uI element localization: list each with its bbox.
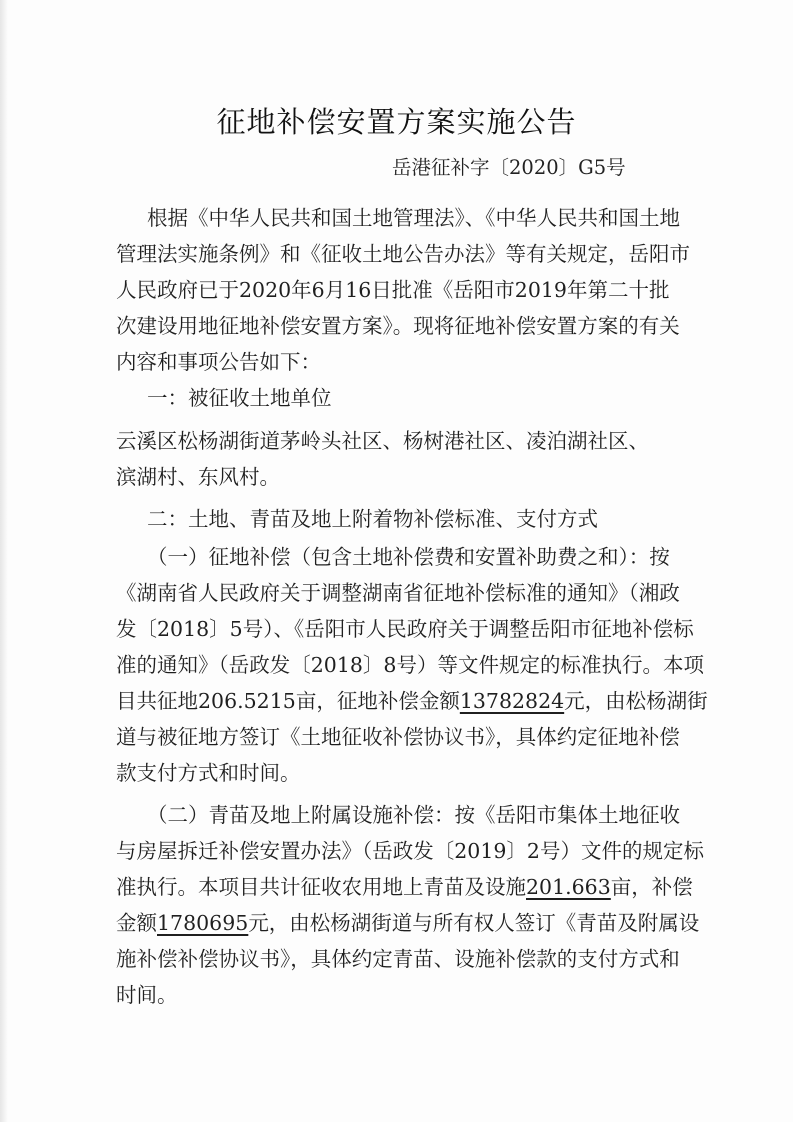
para2-line-2: 与房屋拆迁补偿安置办法》（岳政发〔2019〕2号）文件的规定标 [116,839,704,863]
section2-heading: 二：土地、青苗及地上附着物补偿标准、支付方式 [147,507,598,531]
intro-line-2: 管理法实施条例》和《征收土地公告办法》等有关规定，岳阳市 [116,242,690,266]
para1-line-5 [116,684,708,714]
intro-line-5: 内容和事项公告如下： [116,350,321,374]
section1-line-2: 滨湖村、东风村。 [116,465,280,489]
crop-compensation-amount: 1780695 [157,911,249,935]
para2-line-4 [116,906,699,936]
document-title: 征地补偿安置方案实施公告 [216,105,577,139]
intro-line-3: 人民政府已于2020年6月16日批准《岳阳市2019年第二十批 [116,278,670,302]
para2-line-1: （二）青苗及地上附属设施补偿：按《岳阳市集体土地征收 [147,803,680,827]
para2-line-6: 时间。 [116,983,178,1007]
para2-line-4-tail: 元，由松杨湖街道与所有权人签订《青苗及附属设 [248,911,700,935]
para2-line-4-text: 金额 [116,911,157,935]
para2-line-5: 施补偿补偿协议书》，具体约定青苗、设施补偿款的支付方式和 [116,947,680,971]
intro-line-4: 次建设用地征地补偿安置方案》。现将征地补偿安置方案的有关 [116,314,680,338]
para1-line-4: 准的通知》（岳政发〔2018〕8号）等文件规定的标准执行。本项 [116,653,704,677]
para1-line-2: 《湖南省人民政府关于调整湖南省征地补偿标准的通知》（湘政 [116,581,680,605]
scan-edge-shadow [0,0,8,1122]
para1-line-7: 款支付方式和时间。 [116,761,301,785]
para1-line-5-tail: 元，由松杨湖街 [564,689,708,713]
compensation-amount: 13782824 [459,689,565,713]
para2-line-3-tail: 亩，补偿 [610,875,693,899]
section1-heading: 一：被征收土地单位 [147,386,332,410]
para1-line-6: 道与被征地方签订《土地征收补偿协议书》，具体约定征地补偿 [116,725,680,749]
document-number: 岳港征补字〔2020〕G5号 [392,156,626,179]
section1-line-1: 云溪区松杨湖街道茅岭头社区、杨树港社区、凌泊湖社区、 [116,429,649,453]
crop-area: 201.663 [526,875,611,899]
para1-line-1: （一）征地补偿（包含土地补偿费和安置补助费之和）：按 [147,545,670,569]
para1-line-3: 发〔2018〕5号）、《岳阳市人民政府关于调整岳阳市征地补偿标 [116,617,694,641]
para2-line-3-text: 准执行。本项目共计征收农用地上青苗及设施 [116,875,526,899]
para2-line-3 [116,870,693,900]
intro-line-1: 根据《中华人民共和国土地管理法》、《中华人民共和国土地 [147,206,680,230]
para1-line-5-text: 目共征地206.5215亩，征地补偿金额 [116,689,460,713]
